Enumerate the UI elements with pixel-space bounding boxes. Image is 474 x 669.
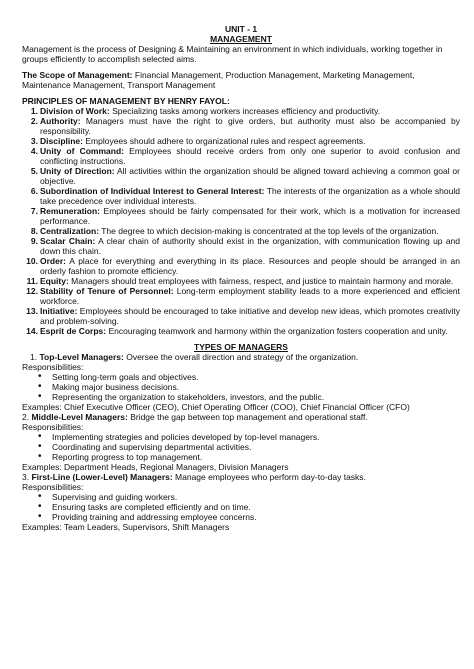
principle-item (22, 326, 460, 336)
responsibility-item: • Coordinating and supervising departmental activities. (22, 442, 460, 452)
responsibility-item: • Supervising and guiding workers. (22, 492, 460, 502)
principle-term: Centralization: (40, 226, 100, 236)
unit-title: UNIT - 1 (224, 24, 258, 34)
principle-text: Employees should adhere to organizational rules and respect agreements. (82, 136, 366, 146)
manager-term: Middle-Level Managers: (31, 412, 128, 422)
responsibility-item: • Making major business decisions. (22, 382, 460, 392)
responsibility-item: • Implementing strategies and policies developed by top-level managers. (22, 432, 460, 442)
principle-text: Employees should receive orders from only one superior to avoid confusion and conflicting instructions. (40, 146, 461, 166)
principle-item (22, 306, 460, 326)
principle-text: Employees should be fairly compensated for their work, which is a motivation for increased performance. (40, 206, 460, 226)
principle-text: Managers must have the right to give orders, but authority must also be accompanied by responsibility. (40, 116, 460, 136)
principle-item (22, 106, 460, 116)
principle-item (22, 186, 460, 206)
responsibility-item: • Setting long-term goals and objectives. (22, 372, 460, 382)
manager-description: Bridge the gap between top management and operational staff. (127, 412, 368, 422)
principle-number: 4. (30, 146, 38, 156)
principle-number: 6. (30, 186, 38, 196)
principle-item (22, 116, 460, 136)
responsibilities-label: Responsibilities: (22, 362, 84, 372)
responsibilities-label: Responsibilities: (22, 482, 84, 492)
principle-term: Division of Work: (40, 106, 110, 116)
principle-number: 14. (26, 326, 38, 336)
manager-description: Manage employees who perform day-to-day tasks. (172, 472, 366, 482)
principle-term: Initiative: (40, 306, 78, 316)
principle-text: Encouraging teamwork and harmony within the organization fosters cooperation and unity. (106, 326, 448, 336)
principle-number: 5. (30, 166, 38, 176)
manager-type-heading (22, 472, 460, 482)
principle-text: Employees should be encouraged to take initiative and develop new ideas, which promotes creativity and problem-solving. (40, 306, 460, 326)
principle-number: 1. (30, 106, 38, 116)
section-title: MANAGEMENT (210, 34, 272, 44)
principle-item (22, 256, 460, 276)
principle-item (22, 136, 460, 146)
principle-number: 9. (30, 236, 38, 246)
principle-number: 11. (26, 276, 38, 286)
manager-number: 1. (30, 352, 38, 362)
manager-term: First-Line (Lower-Level) Managers: (31, 472, 173, 482)
principles-heading: PRINCIPLES OF MANAGEMENT BY HENRY FAYOL: (22, 96, 230, 106)
principle-item (22, 226, 460, 236)
principle-text: Long-term employment stability leads to a more experienced and efficient workforce. (40, 286, 460, 306)
principle-term: Unity of Direction: (40, 166, 115, 176)
responsibilities-label: Responsibilities: (22, 422, 84, 432)
principle-item (22, 206, 460, 226)
principle-item (22, 286, 460, 306)
manager-type-heading (22, 352, 460, 362)
principle-term: Scalar Chain: (40, 236, 96, 246)
manager-number: 2. (22, 412, 30, 422)
responsibility-item: • Providing training and addressing employee concerns. (22, 512, 460, 522)
principle-number: 12. (26, 286, 38, 296)
principle-number: 3. (30, 136, 38, 146)
principle-term: Esprit de Corps: (40, 326, 107, 336)
manager-examples: Examples: Chief Executive Officer (CEO), Chief Operating Officer (COO), Chief Financial Officer (CFO) (22, 402, 410, 412)
responsibility-item: • Representing the organization to stakeholders, investors, and the public. (22, 392, 460, 402)
manager-term: Top-Level Managers: (39, 352, 124, 362)
principle-item (22, 166, 460, 186)
principle-text: A clear chain of authority should exist in the organization, with communication flowing up and down this chain. (40, 236, 461, 256)
principle-number: 7. (30, 206, 38, 216)
responsibilities-list (22, 372, 460, 402)
principle-term: Authority: (40, 116, 81, 126)
principle-text: Managers should treat employees with fairness, respect, and justice to maintain harmony and morale. (68, 276, 454, 286)
scope-text: Financial Management, Production Management, Marketing Management, Maintenance Management, Transport Management (22, 70, 415, 90)
principle-item (22, 146, 460, 166)
principle-text: A place for everything and everything in its place. Resources and people should be arranged in an orderly fashion to promote efficiency. (40, 256, 460, 276)
principle-term: Stability of Tenure of Personnel: (40, 286, 174, 296)
responsibility-item: • Ensuring tasks are completed efficiently and on time. (22, 502, 460, 512)
types-heading: TYPES OF MANAGERS (194, 342, 288, 352)
principle-number: 10. (26, 256, 38, 266)
principle-text: Specializing tasks among workers increases efficiency and productivity. (109, 106, 381, 116)
principle-term: Unity of Command: (40, 146, 124, 156)
principle-item (22, 236, 460, 256)
principle-term: Remuneration: (40, 206, 100, 216)
principle-number: 8. (30, 226, 38, 236)
principle-text: The interests of the organization as a whole should take precedence over individual interests. (40, 186, 460, 206)
principle-item (22, 276, 460, 286)
principle-number: 2. (30, 116, 38, 126)
responsibilities-list (22, 492, 460, 522)
manager-examples: Examples: Department Heads, Regional Managers, Division Managers (22, 462, 289, 472)
responsibilities-list (22, 432, 460, 462)
manager-number: 3. (22, 472, 30, 482)
principle-text: The degree to which decision-making is concentrated at the top levels of the organization. (99, 226, 439, 236)
principles-list (22, 106, 460, 336)
principle-term: Subordination of Individual Interest to General Interest: (40, 186, 265, 196)
principle-text: All activities within the organization should be aligned toward achieving a common goal or objective. (40, 166, 460, 186)
scope-paragraph (22, 70, 460, 90)
scope-label: The Scope of Management: (22, 70, 133, 80)
principle-number: 13. (26, 306, 38, 316)
manager-examples: Examples: Team Leaders, Supervisors, Shift Managers (22, 522, 230, 532)
principle-term: Equity: (40, 276, 69, 286)
responsibility-item: • Reporting progress to top management. (22, 452, 460, 462)
principle-term: Discipline: (40, 136, 83, 146)
management-definition: Management is the process of Designing & Maintaining an environment in which individuals, working together in groups efficiently to accomplish selected aims. (22, 44, 443, 64)
principle-term: Order: (40, 256, 66, 266)
manager-description: Oversee the overall direction and strategy of the organization. (123, 352, 359, 362)
manager-type-heading (22, 412, 460, 422)
